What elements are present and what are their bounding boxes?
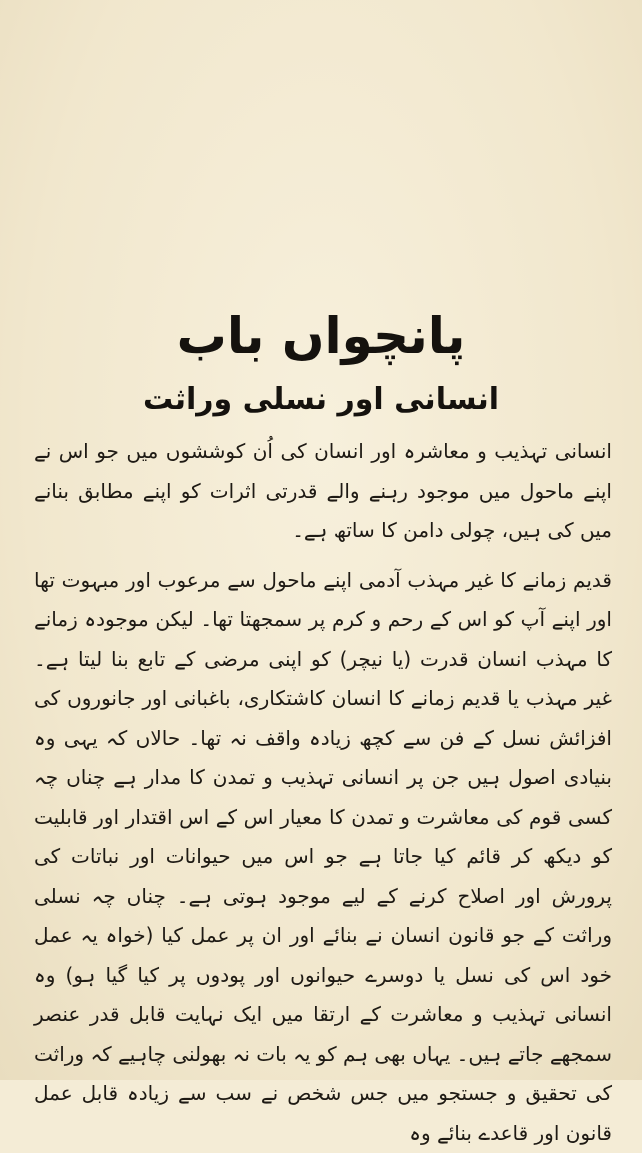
body-text (34, 432, 612, 1072)
section-title: انسانی اور نسلی وراثت (0, 378, 642, 422)
paragraph: انسانی تہذیب و معاشرہ اور انسان کی اُن کوششوں میں جو اس نے اپنے ماحول میں موجود رہنے والے قدرتی اثرات کو اپنے مطابق بنانے میں کی ہیں، چولی دامن کا ساتھ ہے۔ (34, 432, 612, 551)
chapter-title: پانچواں باب (0, 300, 642, 372)
paragraph: قدیم زمانے کا غیر مہذب آدمی اپنے ماحول سے مرعوب اور مبہوت تھا اور اپنے آپ کو اس کے رحم و کرم پر سمجھتا تھا۔ لیکن موجودہ زمانے کا مہذب انسان قدرت (یا نیچر) کو اپنی مرضی کے تابع بنا لیتا ہے۔ غیر مہذب یا قدیم زمانے کا انسان کاشتکاری، باغبانی اور جانوروں کی افزائش نسل کے فن سے کچھ زیادہ واقف نہ تھا۔ حالاں کہ یہی وہ بنیادی اصول ہیں جن پر انسانی تہذیب و تمدن کا مدار ہے چناں چہ کسی قوم کی معاشرت و تمدن کا معیار اس کے اس اقتدار اور قابلیت کو دیکھ کر قائم کیا جاتا ہے جو اس میں حیوانات اور نباتات کی پرورش اور اصلاح کرنے کے لیے موجود ہوتی ہے۔ چناں چہ نسلی وراثت کے جو قانون انسان نے بنائے اور ان پر عمل کیا (خواہ یہ عمل خود اس کی نسل یا دوسرے حیوانوں اور پودوں پر کیا گیا ہو) وہ انسانی تہذیب و معاشرت کے ارتقا میں ایک نہایت قابل قدر عنصر سمجھے جاتے ہیں۔ یہاں بھی ہم کو یہ بات نہ بھولنی چاہیے کہ وراثت کی تحقیق و جستجو میں جس شخص نے سب سے زیادہ قابل عمل قانون اور قاعدے بنائے وہ (34, 561, 612, 1153)
